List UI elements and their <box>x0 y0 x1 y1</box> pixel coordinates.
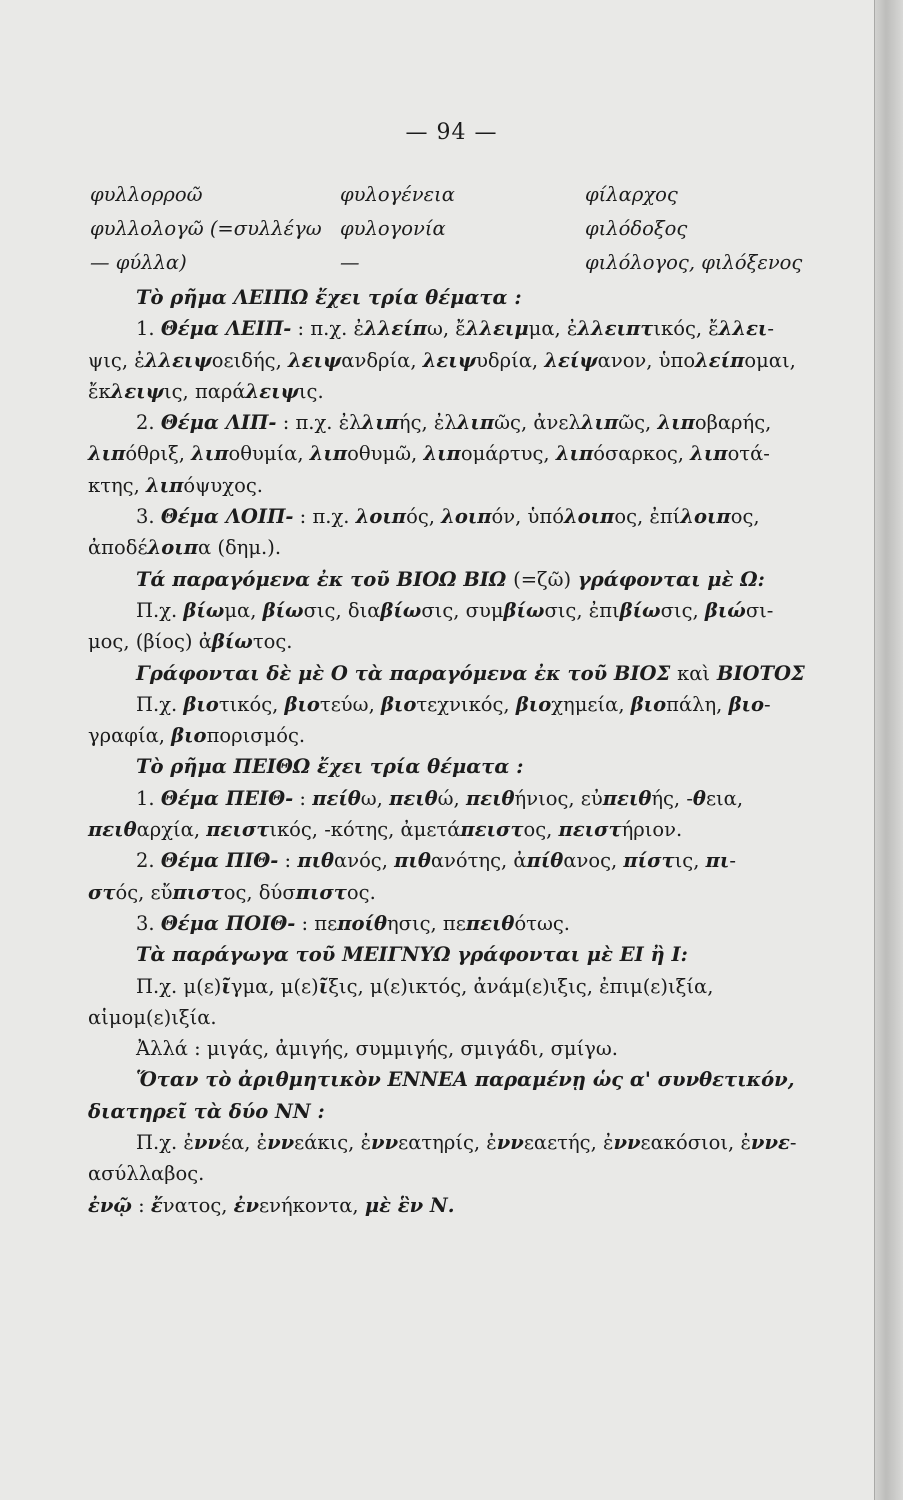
word-cell: φυλλολογῶ (=συλλέγω <box>90 217 322 240</box>
paragraph: Ὅταν τὸ ἀριθμητικὸν ΕΝΝΕΑ παραμένῃ ὡς α' συνθετικόν, διατηρεῖ τὰ δύο ΝΝ : <box>88 1068 795 1123</box>
word-cell: φυλογένεια <box>340 183 455 206</box>
paragraph: Τὸ ρῆμα ΛΕΙΠΩ ἔχει τρία θέματα : <box>136 286 522 309</box>
word-cell: φιλόδοξος <box>585 217 688 240</box>
paragraph: 2. Θέμα ΛΙΠ- : π.χ. ἐλλιπής, ἐλλιπῶς, ἀνελλιπῶς, λιποβαρής, λιπόθριξ, λιποθυμία, λιποθυμῶ, λιπομάρτυς, λιπόσαρκος, λιποτά- κτης, λιπόψυχος. <box>88 411 772 497</box>
paragraph: 3. Θέμα ΠΟΙΘ- : πεποίθησις, πεπειθότως. <box>136 911 570 935</box>
paragraph: Π.χ. βιοτικός, βιοτεύω, βιοτεχνικός, βιοχημεία, βιοπάλη, βιο- γραφία, βιοπορισμός. <box>88 692 771 748</box>
paragraph: 3. Θέμα ΛΟΙΠ- : π.χ. λοιπός, λοιπόν, ὑπόλοιπος, ἐπίλοιπος, ἀποδέλοιπα (δημ.). <box>88 505 760 560</box>
word-cell: — <box>340 251 360 274</box>
word-row <box>90 178 850 212</box>
paragraph: Τὸ ρῆμα ΠΕΙΘΩ ἔχει τρία θέματα : <box>136 755 524 779</box>
word-cell: φυλλορροῶ <box>90 183 203 206</box>
word-cell: φυλογονία <box>340 217 446 240</box>
page-edge <box>874 0 903 1500</box>
paragraph: Π.χ. ἐννέα, ἐννεάκις, ἐννεατηρίς, ἐννεαετής, ἐννεακόσιοι, ἐννε- ασύλλαβος. <box>88 1131 797 1186</box>
paragraph: 2. Θέμα ΠΙΘ- : πιθανός, πιθανότης, ἀπίθανος, πίστις, πι- στός, εὔπιστος, δύσπιστος. <box>88 849 736 904</box>
paragraph: Ἀλλά : μιγάς, ἀμιγής, συμμιγής, σμιγάδι, σμίγω. <box>136 1037 618 1061</box>
paragraph: Π.χ. μ(ε)ῖγμα, μ(ε)ῖξις, μ(ε)ικτός, ἀνάμ(ε)ιξις, ἐπιμ(ε)ιξία, αἱμομ(ε)ιξία. <box>88 974 714 1029</box>
paragraph: Τά παραγόμενα ἐκ τοῦ ΒΙΟΩ ΒΙΩ (=ζῶ) γράφονται μὲ Ω: <box>136 567 765 591</box>
paragraph: ἐνῷ : ἔνατος, ἐνενήκοντα, μὲ ἓν Ν. <box>88 1193 455 1217</box>
word-columns <box>90 178 850 280</box>
word-cell: φίλαρχος <box>585 183 678 206</box>
paragraph: 1. Θέμα ΠΕΙΘ- : πείθω, πειθώ, πειθήνιος, εὐπειθής, -θεια, πειθαρχία, πειστικός, -κότης, ἀμετάπειστος, πειστήριον. <box>88 786 744 842</box>
word-row <box>90 246 850 280</box>
paragraph: 1. Θέμα ΛΕΙΠ- : π.χ. ἐλλείπω, ἔλλειμμα, ἐλλειπτικός, ἔλλει- ψις, ἐλλειψοειδής, λειψανδρία, λειψυδρία, λείψανον, ὑπολείπομαι, ἔκλειψις, παράλειψις. <box>88 317 796 403</box>
paragraph: Π.χ. βίωμα, βίωσις, διαβίωσις, συμβίωσις, ἐπιβίωσις, βιώσι- μος, (βίος) ἀβίωτος. <box>88 598 774 654</box>
body-text <box>88 282 850 1221</box>
paragraph: Τὰ παράγωγα τοῦ ΜΕΙΓΝΥΩ γράφονται μὲ ΕΙ ἢ Ι: <box>136 943 688 967</box>
word-row <box>90 212 850 246</box>
paragraph: Γράφονται δὲ μὲ Ο τὰ παραγόμενα ἐκ τοῦ ΒΙΟΣ καὶ ΒΙΟΤΟΣ <box>136 661 805 685</box>
page-number: — 94 — <box>405 120 498 145</box>
word-cell: φιλόλογος, φιλόξενος <box>585 251 803 274</box>
word-cell: — φύλλα) <box>90 251 187 274</box>
